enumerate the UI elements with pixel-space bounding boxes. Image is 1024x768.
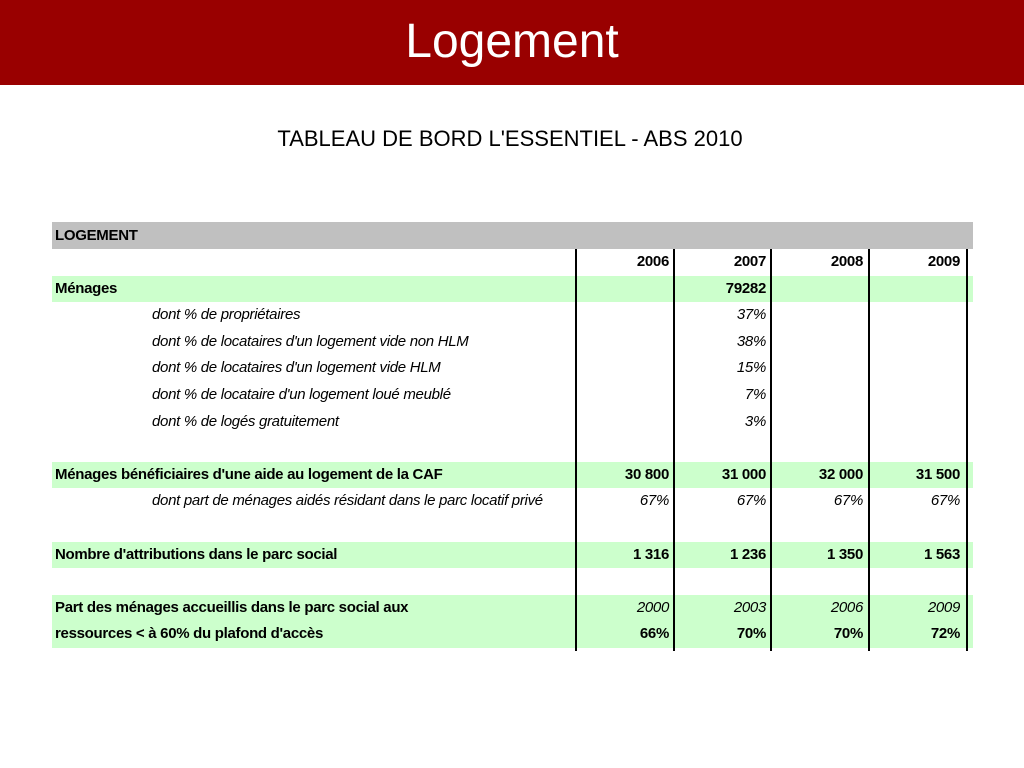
cell-value: 2003 [733, 598, 766, 616]
table-row [52, 462, 973, 489]
row-label: dont % de locataires d'un logement vide HLM [152, 359, 441, 377]
cell-value: 2009 [927, 598, 960, 616]
cell-value: 67% [639, 492, 669, 510]
table-row-years [52, 249, 973, 276]
table-row [52, 382, 973, 409]
cell-value: 72% [930, 625, 960, 643]
cell-value: 30 800 [624, 465, 669, 483]
year-header: 2006 [636, 253, 669, 270]
table-row [52, 595, 973, 622]
row-label: dont part de ménages aidés résidant dans le parc locatif privé [152, 492, 543, 510]
year-header: 2009 [927, 253, 960, 270]
cell-value: 1 316 [632, 545, 669, 563]
row-label: dont % de locataires d'un logement vide non HLM [152, 332, 469, 350]
cell-value: 2000 [636, 598, 669, 616]
row-label: Part des ménages accueillis dans le parc social aux [55, 598, 409, 616]
data-table [52, 222, 973, 648]
row-label: Nombre d'attributions dans le parc social [55, 545, 338, 563]
year-header: 2008 [830, 253, 863, 270]
table-section-header [52, 222, 973, 249]
column-divider [673, 249, 675, 651]
cell-value: 15% [736, 359, 766, 377]
row-label: Ménages [55, 279, 118, 297]
column-divider [966, 249, 968, 651]
column-divider [868, 249, 870, 651]
cell-value: 67% [930, 492, 960, 510]
row-label: Ménages bénéficiaires d'une aide au logement de la CAF [55, 465, 443, 483]
page-subtitle: TABLEAU DE BORD L'ESSENTIEL - ABS 2010 [277, 126, 743, 151]
table-row [52, 621, 973, 648]
cell-value: 38% [736, 332, 766, 350]
cell-value: 70% [736, 625, 766, 643]
table-spacer-row [52, 435, 973, 462]
cell-value: 2006 [830, 598, 863, 616]
title-banner [0, 0, 1024, 85]
cell-value: 66% [639, 625, 669, 643]
table-row [52, 329, 973, 356]
table-row [52, 276, 973, 303]
table-row [52, 542, 973, 569]
table-row [52, 488, 973, 515]
cell-value: 1 563 [923, 545, 960, 563]
cell-value: 67% [833, 492, 863, 510]
cell-value: 70% [833, 625, 863, 643]
column-divider [575, 249, 577, 651]
row-label: dont % de propriétaires [152, 306, 301, 324]
table-row [52, 355, 973, 382]
table-row [52, 302, 973, 329]
table-row [52, 409, 973, 436]
cell-value: 37% [736, 306, 766, 324]
table-spacer-row [52, 568, 973, 595]
row-label: ressources < à 60% du plafond d'accès [55, 625, 324, 643]
cell-value: 3% [744, 412, 766, 430]
cell-value: 31 000 [721, 465, 766, 483]
cell-value: 67% [736, 492, 766, 510]
row-label: dont % de locataire d'un logement loué meublé [152, 385, 451, 403]
cell-value: 1 236 [729, 545, 766, 563]
cell-value: 1 350 [826, 545, 863, 563]
table-spacer-row [52, 515, 973, 542]
cell-value: 7% [744, 385, 766, 403]
year-header: 2007 [733, 253, 766, 270]
row-label: dont % de logés gratuitement [152, 412, 339, 430]
cell-value: 79282 [725, 279, 766, 297]
column-divider [770, 249, 772, 651]
cell-value: 32 000 [818, 465, 863, 483]
page-title: Logement [405, 15, 619, 68]
section-label: LOGEMENT [55, 227, 138, 244]
cell-value: 31 500 [915, 465, 960, 483]
